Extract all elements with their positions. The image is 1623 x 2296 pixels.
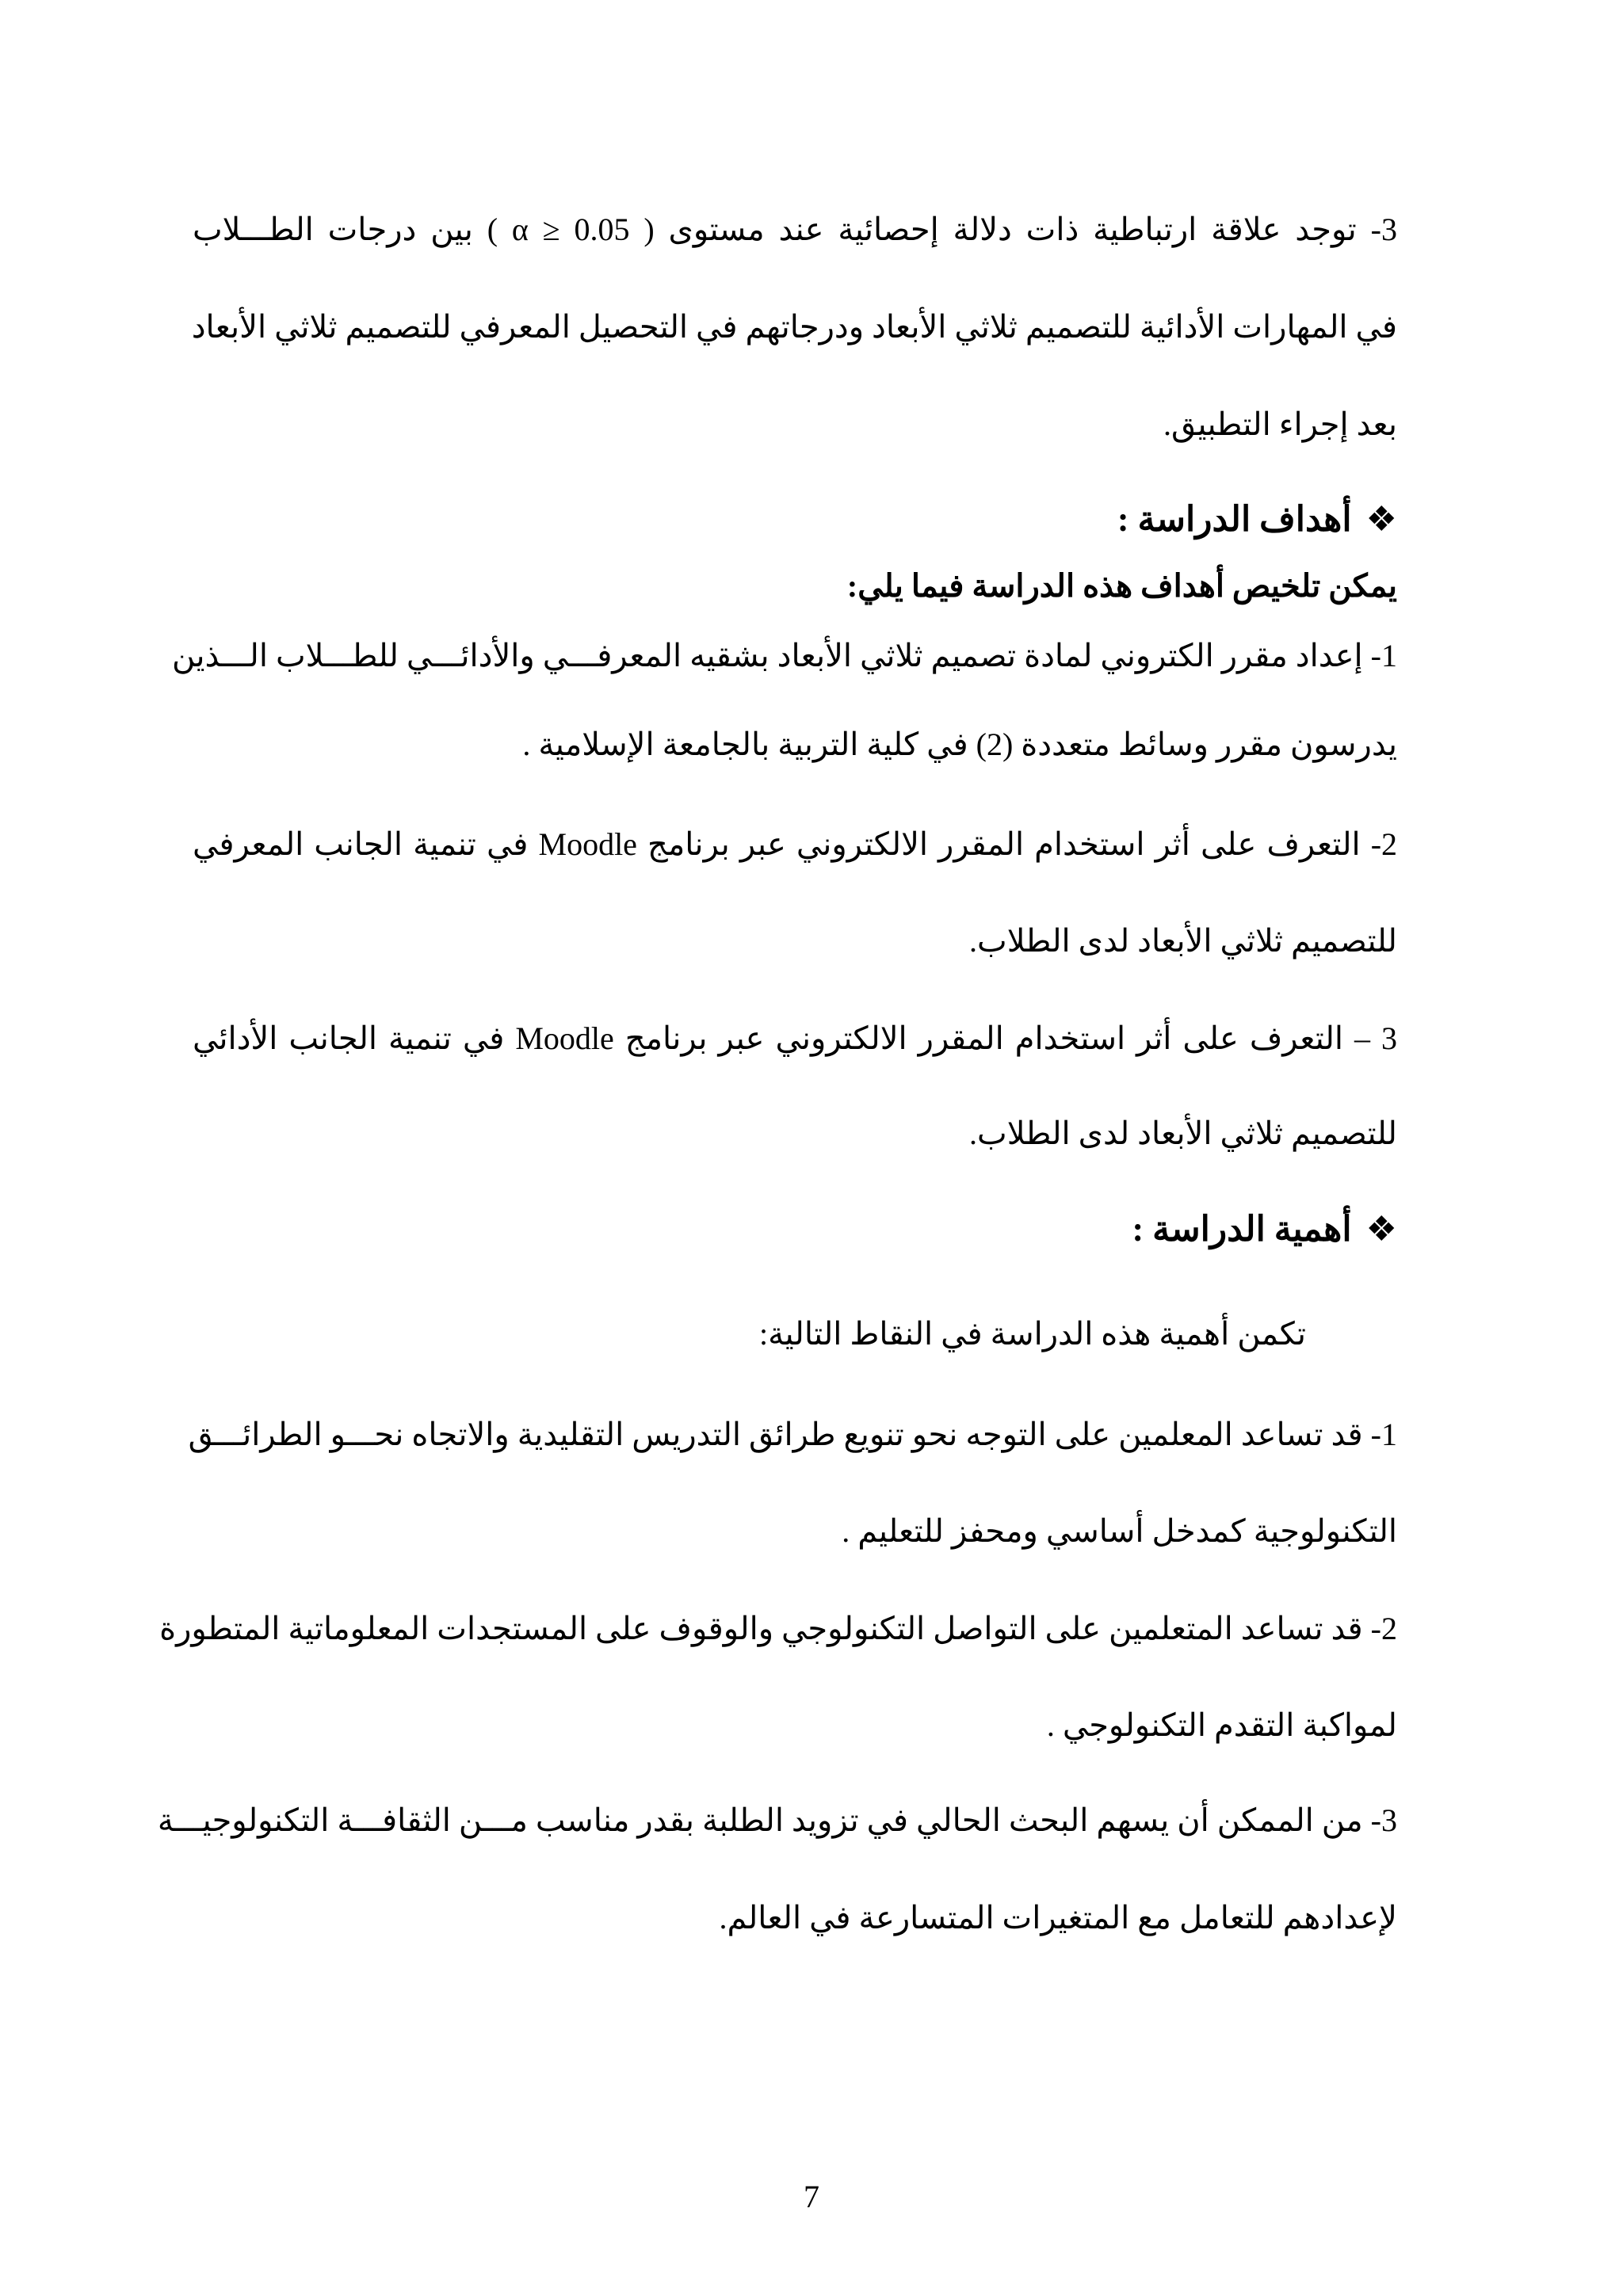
page-number: 7 — [804, 2179, 819, 2214]
hypothesis-3-text-end: بين درجات الطـــلاب — [193, 212, 473, 247]
objective-2-text-end: في تنمية الجانب المعرفي — [193, 826, 529, 862]
objective-3-line-2: للتصميم ثلاثي الأبعاد لدى الطلاب. — [969, 1116, 1397, 1151]
hypothesis-3-text-start: 3- توجد علاقة ارتباطية ذات دلالة إحصائية عند مستوى — [668, 212, 1397, 247]
objective-3-line-1 — [193, 1016, 1397, 1061]
importance-2-line-2: لمواكبة التقدم التكنولوجي . — [1046, 1707, 1397, 1743]
importance-intro: تكمن أهمية هذه الدراسة في النقاط التالية: — [759, 1316, 1306, 1352]
objective-1-line-1: 1- إعداد مقرر الكتروني لمادة تصميم ثلاثي الأبعاد بشقيه المعرفـــي والأدائـــي للطـــلاب الـــذين — [171, 638, 1397, 673]
hypothesis-3-line-3: بعد إجراء التطبيق. — [1163, 406, 1397, 442]
moodle-program-name: Moodle — [515, 1020, 614, 1056]
importance-heading — [193, 1207, 1397, 1252]
objective-2-line-2: للتصميم ثلاثي الأبعاد لدى الطلاب. — [969, 923, 1397, 959]
importance-1-line-1: 1- قد تساعد المعلمين على التوجه نحو تنويع طرائق التدريس التقليدية والاتجاه نحـــو الطرائـــق — [188, 1417, 1397, 1452]
moodle-program-name: Moodle — [538, 826, 637, 862]
importance-3-line-2: لإعدادهم للتعامل مع المتغيرات المتسارعة في العالم. — [719, 1900, 1397, 1936]
objective-2-text-start: 2- التعرف على أثر استخدام المقرر الالكتروني عبر برنامج — [647, 826, 1398, 862]
diamond-bullet-icon: ❖ — [1365, 500, 1397, 539]
significance-level-formula: ( α ≥ 0.05 ) — [487, 212, 655, 247]
objective-3-text-start: 3 – التعرف على أثر استخدام المقرر الالكتروني عبر برنامج — [624, 1020, 1398, 1056]
hypothesis-3-line-1 — [193, 208, 1397, 252]
importance-3-line-1: 3- من الممكن أن يسهم البحث الحالي في تزويد الطلبة بقدر مناسب مـــن الثقافـــة التكنولوجيـــة — [157, 1802, 1397, 1838]
objective-3-text-end: في تنمية الجانب الأدائي — [193, 1020, 505, 1056]
importance-heading-text: أهمية الدراسة : — [1132, 1210, 1352, 1249]
importance-1-line-2: التكنولوجية كمدخل أساسي ومحفز للتعليم . — [842, 1513, 1397, 1549]
importance-2-line-1: 2- قد تساعد المتعلمين على التواصل التكنولوجي والوقوف على المستجدات المعلوماتية المتطورة — [159, 1611, 1397, 1646]
objective-1-line-2: يدرسون مقرر وسائط متعددة (2) في كلية التربية بالجامعة الإسلامية . — [522, 727, 1397, 762]
objective-2-line-1 — [193, 822, 1397, 867]
objectives-heading-text: أهداف الدراسة : — [1117, 500, 1352, 539]
objectives-intro: يمكن تلخيص أهداف هذه الدراسة فيما يلي: — [846, 568, 1397, 604]
objectives-heading — [193, 498, 1397, 542]
diamond-bullet-icon: ❖ — [1365, 1210, 1397, 1249]
hypothesis-3-line-2: في المهارات الأدائية للتصميم ثلاثي الأبعاد ودرجاتهم في التحصيل المعرفي للتصميم ثلاثي الأبعاد — [191, 309, 1397, 345]
